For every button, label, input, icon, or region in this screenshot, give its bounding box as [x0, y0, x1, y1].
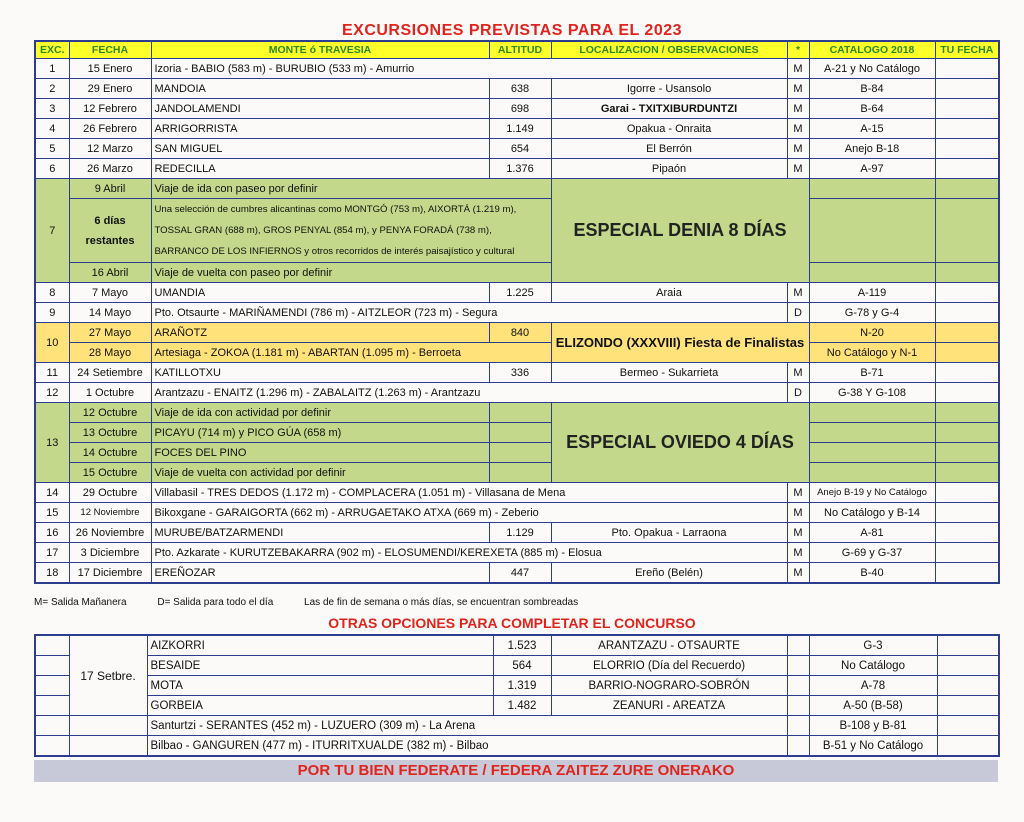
cell-altitud [489, 443, 551, 463]
cell-fecha: 12 Octubre [69, 403, 151, 423]
cell-monte: GORBEIA [147, 696, 493, 716]
cell-monte: Pto. Azkarate - KURUTZEBAKARRA (902 m) - ELOSUMENDI/KEREXETA (885 m) - Elosua [151, 543, 787, 563]
oviedo-row [35, 423, 999, 443]
cell-star: M [787, 283, 809, 303]
cell-catalogo [809, 423, 935, 443]
cell-altitud: 447 [489, 563, 551, 584]
cell-blank [69, 736, 147, 757]
table-row [35, 503, 999, 523]
cell-monte: Arantzazu - ENAITZ (1.296 m) - ZABALAITZ (1.263 m) - Arantzazu [151, 383, 787, 403]
cell-monte: Izoria - BABIO (583 m) - BURUBIO (533 m) - Amurrio [151, 59, 787, 79]
cell-tu-fecha [937, 696, 999, 716]
cell-star: M [787, 139, 809, 159]
cell-star: D [787, 303, 809, 323]
cell-star [787, 656, 809, 676]
cell-localizacion: ZEANURI - AREATZA [551, 696, 787, 716]
oviedo-row [35, 443, 999, 463]
cell-tu-fecha [935, 179, 999, 199]
cell-tu-fecha [935, 503, 999, 523]
table-row [35, 483, 999, 503]
cell-star: D [787, 383, 809, 403]
header-tu-fecha: TU FECHA [935, 41, 999, 59]
cell-localizacion: Araia [551, 283, 787, 303]
cell-tu-fecha [935, 119, 999, 139]
table-row [35, 363, 999, 383]
cell-fecha: 17 Diciembre [69, 563, 151, 584]
other-row [35, 736, 999, 757]
cell-monte: MOTA [147, 676, 493, 696]
cell-monte: Viaje de vuelta con actividad por definir [151, 463, 489, 483]
table-row [35, 523, 999, 543]
cell-altitud: 336 [489, 363, 551, 383]
cell-exc: 6 [35, 159, 69, 179]
table-row [35, 563, 999, 584]
cell-catalogo [809, 263, 935, 283]
other-options-table [34, 634, 1000, 757]
cell-blank [35, 736, 69, 757]
cell-fecha: 3 Diciembre [69, 543, 151, 563]
cell-tu-fecha [935, 59, 999, 79]
cell-monte: Villabasil - TRES DEDOS (1.172 m) - COMPLACERA (1.051 m) - Villasana de Mena [151, 483, 787, 503]
cell-catalogo: No Catálogo y N-1 [809, 343, 935, 363]
cell-fecha: 16 Abril [69, 263, 151, 283]
cell-catalogo: B-51 y No Catálogo [809, 736, 937, 757]
cell-altitud: 1.319 [493, 676, 551, 696]
cell-star [787, 736, 809, 757]
cell-monte: REDECILLA [151, 159, 489, 179]
cell-fecha: 15 Octubre [69, 463, 151, 483]
cell-blank [35, 696, 69, 716]
cell-fecha: 14 Mayo [69, 303, 151, 323]
cell-altitud: 638 [489, 79, 551, 99]
other-row [35, 696, 999, 716]
cell-star: M [787, 99, 809, 119]
table-header-row [35, 41, 999, 59]
cell-tu-fecha [935, 99, 999, 119]
cell-catalogo: B-64 [809, 99, 935, 119]
cell-altitud: 698 [489, 99, 551, 119]
elizondo-row [35, 323, 999, 343]
cell-exc: 11 [35, 363, 69, 383]
cell-monte: ARRIGORRISTA [151, 119, 489, 139]
cell-monte: Pto. Otsaurte - MARIÑAMENDI (786 m) - AITZLEOR (723 m) - Segura [151, 303, 787, 323]
cell-tu-fecha [935, 263, 999, 283]
cell-monte: Viaje de vuelta con paseo por definir [151, 263, 551, 283]
table-row [35, 543, 999, 563]
cell-star: M [787, 503, 809, 523]
cell-catalogo: A-81 [809, 523, 935, 543]
other-row [35, 656, 999, 676]
header-star: * [787, 41, 809, 59]
cell-star: M [787, 483, 809, 503]
cell-monte: FOCES DEL PINO [151, 443, 489, 463]
oviedo-label: ESPECIAL OVIEDO 4 DÍAS [551, 403, 809, 483]
cell-localizacion: Pipaón [551, 159, 787, 179]
denia-row [35, 263, 999, 283]
cell-monte: BESAIDE [147, 656, 493, 676]
cell-star: M [787, 79, 809, 99]
cell-monte: Artesiaga - ZOKOA (1.181 m) - ABARTAN (1.095 m) - Berroeta [151, 343, 551, 363]
cell-star: M [787, 159, 809, 179]
cell-blank [69, 716, 147, 736]
cell-fecha: 9 Abril [69, 179, 151, 199]
oviedo-row [35, 463, 999, 483]
header-catalogo: CATALOGO 2018 [809, 41, 935, 59]
cell-star [787, 696, 809, 716]
cell-fecha: 12 Marzo [69, 139, 151, 159]
cell-catalogo: B-84 [809, 79, 935, 99]
cell-fecha: 26 Noviembre [69, 523, 151, 543]
cell-tu-fecha [935, 139, 999, 159]
cell-fecha: 26 Marzo [69, 159, 151, 179]
cell-monte: JANDOLAMENDI [151, 99, 489, 119]
table-row [35, 139, 999, 159]
legend [34, 597, 606, 608]
cell-altitud: 1.149 [489, 119, 551, 139]
cell-star [787, 716, 809, 736]
table-row [35, 119, 999, 139]
cell-tu-fecha [935, 283, 999, 303]
cell-fecha: 26 Febrero [69, 119, 151, 139]
cell-tu-fecha [937, 635, 999, 656]
cell-exc: 2 [35, 79, 69, 99]
cell-altitud: 1.376 [489, 159, 551, 179]
cell-tu-fecha [935, 423, 999, 443]
cell-exc: 15 [35, 503, 69, 523]
cell-altitud: 1.225 [489, 283, 551, 303]
header-altitud: ALTITUD [489, 41, 551, 59]
cell-star [787, 635, 809, 656]
cell-blank [35, 635, 69, 656]
cell-tu-fecha [937, 716, 999, 736]
cell-catalogo: A-21 y No Catálogo [809, 59, 935, 79]
other-date: 17 Setbre. [69, 635, 147, 716]
legend-m: M= Salida Mañanera [34, 597, 127, 608]
cell-tu-fecha [935, 363, 999, 383]
cell-star: M [787, 363, 809, 383]
cell-exc: 1 [35, 59, 69, 79]
other-row [35, 676, 999, 696]
cell-catalogo: Anejo B-19 y No Catálogo [809, 483, 935, 503]
cell-catalogo [809, 199, 935, 263]
header-monte: MONTE ó TRAVESIA [151, 41, 489, 59]
cell-monte: ARAÑOTZ [151, 323, 489, 343]
cell-exc: 13 [35, 403, 69, 483]
cell-exc: 3 [35, 99, 69, 119]
cell-catalogo: Anejo B-18 [809, 139, 935, 159]
cell-altitud: 564 [493, 656, 551, 676]
cell-tu-fecha [935, 403, 999, 423]
cell-fecha: 12 Febrero [69, 99, 151, 119]
cell-star: M [787, 119, 809, 139]
cell-monte: EREÑOZAR [151, 563, 489, 584]
cell-catalogo: No Catálogo [809, 656, 937, 676]
cell-localizacion: Bermeo - Sukarrieta [551, 363, 787, 383]
table-row [35, 303, 999, 323]
cell-altitud: 1.129 [489, 523, 551, 543]
cell-altitud [489, 463, 551, 483]
cell-exc: 9 [35, 303, 69, 323]
cell-altitud: 840 [489, 323, 551, 343]
header-localizacion: LOCALIZACION / OBSERVACIONES [551, 41, 787, 59]
cell-catalogo: B-108 y B-81 [809, 716, 937, 736]
cell-monte: MANDOIA [151, 79, 489, 99]
header-exc: EXC. [35, 41, 69, 59]
cell-exc: 18 [35, 563, 69, 584]
cell-catalogo [809, 443, 935, 463]
cell-tu-fecha [935, 443, 999, 463]
cell-localizacion: Ereño (Belén) [551, 563, 787, 584]
cell-monte: SAN MIGUEL [151, 139, 489, 159]
cell-catalogo: A-78 [809, 676, 937, 696]
cell-tu-fecha [935, 543, 999, 563]
header-fecha: FECHA [69, 41, 151, 59]
cell-tu-fecha [935, 463, 999, 483]
cell-fecha: 15 Enero [69, 59, 151, 79]
elizondo-row [35, 343, 999, 363]
cell-tu-fecha [935, 563, 999, 584]
cell-tu-fecha [937, 676, 999, 696]
cell-fecha: 12 Noviembre [69, 503, 151, 523]
cell-altitud: 1.523 [493, 635, 551, 656]
cell-fecha: 27 Mayo [69, 323, 151, 343]
cell-tu-fecha [935, 199, 999, 263]
cell-localizacion: ELORRIO (Día del Recuerdo) [551, 656, 787, 676]
cell-localizacion: El Berrón [551, 139, 787, 159]
table-row [35, 99, 999, 119]
cell-localizacion: Opakua - Onraita [551, 119, 787, 139]
cell-monte: Santurtzi - SERANTES (452 m) - LUZUERO (309 m) - La Arena [147, 716, 787, 736]
cell-exc: 7 [35, 179, 69, 283]
cell-catalogo: G-69 y G-37 [809, 543, 935, 563]
cell-altitud: 1.482 [493, 696, 551, 716]
cell-exc: 5 [35, 139, 69, 159]
cell-tu-fecha [937, 736, 999, 757]
cell-monte: UMANDIA [151, 283, 489, 303]
denia-label: ESPECIAL DENIA 8 DÍAS [551, 179, 809, 283]
cell-exc: 8 [35, 283, 69, 303]
cell-localizacion: Pto. Opakua - Larraona [551, 523, 787, 543]
table-row [35, 383, 999, 403]
cell-exc: 4 [35, 119, 69, 139]
table-row [35, 283, 999, 303]
cell-tu-fecha [935, 523, 999, 543]
cell-localizacion: ARANTZAZU - OTSAURTE [551, 635, 787, 656]
cell-exc: 17 [35, 543, 69, 563]
cell-fecha: 6 días restantes [69, 199, 151, 263]
cell-catalogo: B-40 [809, 563, 935, 584]
cell-localizacion: Igorre - Usansolo [551, 79, 787, 99]
cell-monte: PICAYU (714 m) y PICO GÚA (658 m) [151, 423, 489, 443]
cell-catalogo [809, 403, 935, 423]
cell-monte: AIZKORRI [147, 635, 493, 656]
cell-tu-fecha [935, 343, 999, 363]
page-title: EXCURSIONES PREVISTAS PARA EL 2023 [341, 22, 683, 39]
cell-tu-fecha [935, 383, 999, 403]
cell-monte: KATILLOTXU [151, 363, 489, 383]
cell-monte: Viaje de ida con paseo por definir [151, 179, 551, 199]
cell-exc: 12 [35, 383, 69, 403]
table-row [35, 79, 999, 99]
cell-catalogo [809, 463, 935, 483]
elizondo-label: ELIZONDO (XXXVIII) Fiesta de Finalistas [551, 323, 809, 363]
cell-catalogo [809, 179, 935, 199]
cell-catalogo: A-15 [809, 119, 935, 139]
cell-fecha: 28 Mayo [69, 343, 151, 363]
cell-fecha: 13 Octubre [69, 423, 151, 443]
other-row [35, 635, 999, 656]
cell-catalogo: G-78 y G-4 [809, 303, 935, 323]
denia-row [35, 199, 999, 263]
cell-monte: MURUBE/BATZARMENDI [151, 523, 489, 543]
cell-tu-fecha [935, 159, 999, 179]
other-row [35, 716, 999, 736]
cell-localizacion: Garai - TXITXIBURDUNTZI [551, 99, 787, 119]
cell-exc: 10 [35, 323, 69, 363]
cell-fecha: 29 Octubre [69, 483, 151, 503]
cell-blank [35, 676, 69, 696]
cell-monte: Bilbao - GANGUREN (477 m) - ITURRITXUALDE (382 m) - Bilbao [147, 736, 787, 757]
legend-d: D= Salida para todo el día [157, 597, 274, 608]
cell-monte: Viaje de ida con actividad por definir [151, 403, 489, 423]
cell-localizacion: BARRIO-NOGRARO-SOBRÓN [551, 676, 787, 696]
other-options-title: OTRAS OPCIONES PARA COMPLETAR EL CONCURSO [328, 615, 696, 631]
cell-fecha: 1 Octubre [69, 383, 151, 403]
cell-catalogo: A-50 (B-58) [809, 696, 937, 716]
cell-blank [35, 716, 69, 736]
cell-catalogo: G-3 [809, 635, 937, 656]
cell-catalogo: No Catálogo y B-14 [809, 503, 935, 523]
cell-altitud [489, 403, 551, 423]
cell-fecha: 24 Setiembre [69, 363, 151, 383]
cell-altitud [489, 423, 551, 443]
cell-catalogo: B-71 [809, 363, 935, 383]
excursions-table [34, 40, 1000, 584]
table-row [35, 159, 999, 179]
cell-tu-fecha [937, 656, 999, 676]
oviedo-row [35, 403, 999, 423]
cell-star: M [787, 523, 809, 543]
cell-catalogo: A-97 [809, 159, 935, 179]
cell-fecha: 7 Mayo [69, 283, 151, 303]
cell-catalogo: N-20 [809, 323, 935, 343]
cell-star: M [787, 59, 809, 79]
cell-tu-fecha [935, 323, 999, 343]
cell-tu-fecha [935, 483, 999, 503]
cell-exc: 16 [35, 523, 69, 543]
cell-tu-fecha [935, 79, 999, 99]
cell-star [787, 676, 809, 696]
cell-catalogo: G-38 Y G-108 [809, 383, 935, 403]
cell-star: M [787, 563, 809, 584]
cell-catalogo: A-119 [809, 283, 935, 303]
cell-exc: 14 [35, 483, 69, 503]
footer-banner: POR TU BIEN FEDERATE / FEDERA ZAITEZ ZURE ONERAKO [34, 760, 998, 782]
cell-monte: Bikoxgane - GARAIGORTA (662 m) - ARRUGAETAKO ATXA (669 m) - Zeberio [151, 503, 787, 523]
cell-star: M [787, 543, 809, 563]
table-row [35, 59, 999, 79]
cell-fecha: 14 Octubre [69, 443, 151, 463]
cell-blank [35, 656, 69, 676]
cell-monte: Una selección de cumbres alicantinas como MONTGÓ (753 m), AIXORTÁ (1.219 m), TOSSAL GRAN (688 m), GROS PENYAL (854 m), y PENYA FORADÁ (738 m), BARRANCO DE LOS INFIERNOS y otros recorridos de interés paisajístico y cultural [151, 199, 551, 263]
legend-note: Las de fin de semana o más días, se encuentran sombreadas [304, 597, 579, 608]
cell-tu-fecha [935, 303, 999, 323]
denia-row [35, 179, 999, 199]
cell-fecha: 29 Enero [69, 79, 151, 99]
cell-altitud: 654 [489, 139, 551, 159]
